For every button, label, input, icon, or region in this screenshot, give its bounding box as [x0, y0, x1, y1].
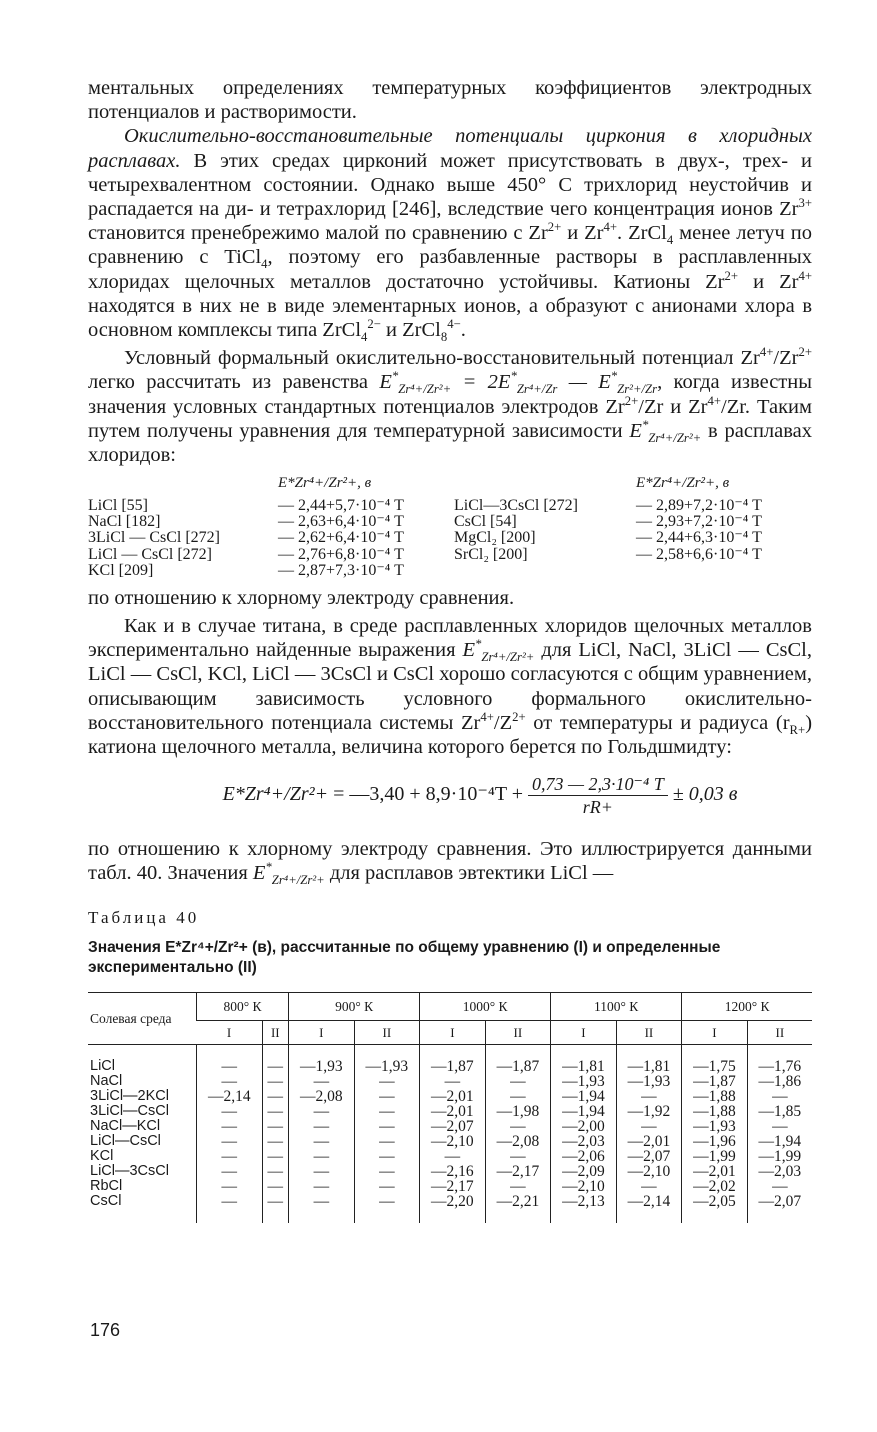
method-header: I: [289, 1020, 355, 1044]
p2-h: находятся в них не в виде элементарных ионов, а образуют с анионами хлора в основном комплексы типа ZrCl: [88, 294, 812, 342]
star: *: [475, 637, 482, 652]
p3-f: в расплавах хлоридов:: [88, 419, 812, 467]
potential-value: —1,94: [551, 1089, 617, 1104]
potential-value: —2,17: [420, 1179, 486, 1194]
potential-value: —1,87: [682, 1074, 748, 1089]
eq-value: — 2,87+7,3·10⁻⁴ T: [278, 562, 404, 580]
potential-value: —2,01: [420, 1104, 486, 1119]
eq-minus: —: [557, 371, 599, 394]
p3-sup: 4+: [759, 345, 774, 360]
potential-value: —: [289, 1119, 355, 1134]
salt-name: 3LiCl—2KCl: [90, 1087, 169, 1104]
p2-sup: 4−: [447, 317, 461, 332]
potential-value: —: [747, 1119, 812, 1134]
formula-lhs: E*Zr⁴+/Zr²+: [222, 783, 329, 806]
potential-value: —1,75: [682, 1044, 748, 1074]
table-row: [88, 1134, 812, 1149]
potential-value: —: [262, 1074, 289, 1089]
star: *: [641, 418, 649, 433]
section-title: Окислительно-восстановительные потенциалы циркония в хлоридных расплавах.: [88, 125, 812, 172]
table-caption: Значения E*Zr⁴+/Zr²+ (в), рассчитанные по общему уравнению (I) и определенные экспериментально (II): [88, 938, 721, 976]
p3-c: , когда известны значения условных стандартных потенциалов электродов Zr: [88, 371, 812, 418]
potential-value: —: [485, 1179, 551, 1194]
potential-value: —: [289, 1104, 355, 1119]
potential-value: —1,93: [289, 1044, 355, 1074]
potential-value: —: [354, 1074, 420, 1089]
potential-value: —: [354, 1134, 420, 1149]
eq-value: — 2,89+7,2·10⁻⁴ T: [636, 496, 762, 514]
star: *: [391, 369, 399, 384]
eq-value: — 2,93+7,2·10⁻⁴ T: [636, 513, 762, 531]
p3-sup: 2+: [798, 345, 812, 360]
potential-value: —: [262, 1089, 289, 1104]
potential-value: —2,10: [551, 1179, 617, 1194]
potential-value: —: [354, 1194, 420, 1223]
p5-c: /Z: [493, 711, 513, 734]
p2-sub: 4: [261, 257, 268, 272]
potential-value: —1,87: [420, 1044, 486, 1074]
salt-name: 3LiCl—CsCl: [90, 1102, 169, 1119]
potential-value: —: [197, 1119, 263, 1134]
p2-sup: 3+: [798, 196, 812, 211]
potential-value: —2,05: [682, 1194, 748, 1223]
eq-salt: [454, 563, 636, 579]
eq-value: — 2,62+6,4·10⁻⁴ T: [278, 529, 404, 547]
temperature-header: 1100° К: [551, 992, 682, 1020]
potential-value: —2,03: [747, 1164, 812, 1179]
potential-value: —2,00: [551, 1119, 617, 1134]
potential-value: —: [354, 1149, 420, 1164]
general-equation: [148, 773, 812, 827]
potential-value: —: [262, 1179, 289, 1194]
table-row: [88, 1179, 812, 1194]
eq-salt: LiCl [55]: [88, 496, 148, 514]
formula-numerator: 0,73 — 2,3·10⁻⁴ T: [528, 773, 668, 796]
potential-value: —: [616, 1119, 682, 1134]
eq-value: — 2,63+6,4·10⁻⁴ T: [278, 513, 404, 531]
potential-value: —: [197, 1104, 263, 1119]
table-row: [88, 1194, 812, 1223]
eq-row: [88, 530, 812, 546]
p2-sub: 4: [666, 233, 674, 248]
potential-value: —2,07: [616, 1149, 682, 1164]
potential-value: —: [289, 1149, 355, 1164]
table-row: [88, 1119, 812, 1134]
couple-sub: Zr⁴+/Zr²+: [398, 382, 452, 397]
couple-sub: Zr⁴+/Zr²+: [271, 873, 325, 888]
star: *: [610, 369, 618, 384]
potential-value: —2,14: [197, 1089, 263, 1104]
eq-mid: = 2: [451, 371, 498, 394]
potential-value: —1,87: [485, 1044, 551, 1074]
method-header: I: [420, 1020, 486, 1044]
eq-salt: 3LiCl — CsCl [272]: [88, 529, 221, 547]
potential-value: —1,93: [682, 1119, 748, 1134]
eq-value: — 2,44+5,7·10⁻⁴ T: [278, 496, 404, 514]
formula-fraction: [528, 773, 668, 818]
paragraph-1-text: ментальных определениях температурных коэффициентов электродных потенциалов и растворимости.: [88, 77, 812, 124]
potential-value: —: [262, 1164, 289, 1179]
eq-row: [88, 498, 812, 514]
potential-value: —: [354, 1164, 420, 1179]
paragraph-2: Окислительно-восстановительные потенциалы циркония в хлоридных расплавах. В этих средах цирконий может присутствовать в двух-, трех- и четырехвалентном состоянии. Однако выше 450° С трихлорид неустойчив и распадается на ди- и тетрахлорид [246], вследствие чего концентрация ионов $Zr^{3+}$ становится пренебрежимо малой по сравнению с $Zr^{2+}$ и $Zr^{4+}$. ZrCl$_4$ менее летуч по сравнению с TiCl$_4$, поэтому его разбавленные растворы в расплавленных хлоридах щелочных металлов достаточно устойчивы. Катионы $Zr^{2+}$ и $Zr^{4+}$ находятся в них не в виде элементарных ионов, а образуют с анионами хлора в основном комплексы типа ZrCl$_4^{2-}$ и ZrCl$_8^{4-}$.: [88, 125, 813, 345]
potential-value: —1,81: [551, 1044, 617, 1074]
potential-value: —: [354, 1179, 420, 1194]
potential-value: —2,03: [551, 1134, 617, 1149]
temperature-header: 1000° К: [420, 992, 551, 1020]
table-row: [88, 1104, 812, 1119]
formula-tail: ± 0,03 в: [667, 783, 738, 806]
potential-value: —: [485, 1119, 551, 1134]
col-salt-header: Солевая среда: [88, 992, 197, 1044]
potential-value: —: [262, 1134, 289, 1149]
salt-name: NaCl: [90, 1072, 123, 1089]
potential-value: —2,08: [485, 1134, 551, 1149]
salt-name: CsCl: [90, 1192, 122, 1209]
eq-salt: CsCl [54]: [454, 513, 517, 531]
eq-salt: MgCl₂ [200]: [454, 529, 536, 547]
potential-value: —2,01: [682, 1164, 748, 1179]
formula-denominator: rR+: [582, 797, 613, 818]
temperature-header: 900° К: [289, 992, 420, 1020]
p3-b: легко рассчитать из равенства: [88, 371, 380, 394]
page-number: 176: [90, 1320, 121, 1340]
potential-value: —2,01: [420, 1089, 486, 1104]
potential-value: —1,88: [682, 1104, 748, 1119]
r-sub: R+: [789, 722, 806, 737]
p3-sup: 4+: [707, 393, 722, 408]
potential-value: —1,96: [682, 1134, 748, 1149]
method-header: II: [485, 1020, 551, 1044]
potential-value: —1,86: [747, 1074, 812, 1089]
p5-d: от температуры и радиуса (r: [525, 711, 790, 734]
potential-value: —: [289, 1134, 355, 1149]
method-header: II: [616, 1020, 682, 1044]
potential-value: —: [197, 1134, 263, 1149]
method-header: II: [262, 1020, 289, 1044]
potential-value: —: [197, 1164, 263, 1179]
temperature-header: 1200° К: [682, 992, 812, 1020]
potential-value: —: [289, 1179, 355, 1194]
paragraph-3: Условный формальный окислительно-восстановительный потенциал $Zr^{4+}/Zr^{2+}$ легко рассчитать из равенства $E^*_{Zr^4+/Zr^2+} = 2E^*_{Zr^4+/Zr}$ — $E^*_{Zr^2+/Zr}$, когда известны значения условных стандартных потенциалов электродов $Zr^{2+}/Zr$ и $Zr^{4+}/Zr$. Таким путем получены уравнения для температурной зависимости $E^*_{Zr^4+/Zr^2+}$ в расплавах хлоридов:: [88, 345, 812, 467]
potential-value: —2,10: [420, 1134, 486, 1149]
potential-value: —1,88: [682, 1089, 748, 1104]
p5-e: ) катиона щелочного металла, величина которого берется по Гольдшмидту:: [88, 711, 813, 758]
salt-name: KCl: [90, 1147, 114, 1164]
potential-value: —: [289, 1074, 355, 1089]
method-header: I: [682, 1020, 748, 1044]
table-row: [88, 1149, 812, 1164]
potential-value: —: [262, 1104, 289, 1119]
potential-value: —2,20: [420, 1194, 486, 1223]
star: *: [510, 369, 517, 384]
potential-value: —1,85: [747, 1104, 812, 1119]
potential-value: —: [485, 1089, 551, 1104]
star: *: [265, 860, 272, 875]
potential-value: —: [197, 1179, 263, 1194]
p2-sub: 4: [361, 330, 368, 345]
potential-value: —2,17: [485, 1164, 551, 1179]
potential-value: —2,08: [289, 1089, 355, 1104]
potential-value: —1,94: [747, 1134, 812, 1149]
p2-sup: 2+: [547, 220, 562, 235]
potential-value: —2,06: [551, 1149, 617, 1164]
couple-sub: Zr⁴+/Zr: [516, 382, 558, 397]
p3-sup: 2+: [624, 393, 639, 408]
potential-value: —: [262, 1149, 289, 1164]
salt-name: LiCl—CsCl: [90, 1132, 161, 1149]
paragraph-4: [88, 586, 812, 610]
table-40: [88, 992, 812, 1223]
potential-value: —: [485, 1149, 551, 1164]
potential-value: —1,93: [551, 1074, 617, 1089]
eq-value: — 2,58+6,6·10⁻⁴ T: [636, 545, 762, 563]
potential-symbol: $E^*_{Zr^4+/Zr^2+}$: [629, 418, 702, 445]
method-header: I: [197, 1020, 263, 1044]
p2-sup: 2−: [367, 317, 381, 332]
potential-value: —1,94: [551, 1104, 617, 1119]
p5-sup: 2+: [512, 709, 526, 724]
p2-sup: 2+: [724, 268, 739, 283]
potential-value: —: [289, 1164, 355, 1179]
p2-f: , поэтому его разбавленные растворы в расплавленных хлоридах щелочных металлов достаточно устойчивы. Катионы Zr: [88, 246, 812, 293]
p2-g: и Zr: [738, 270, 799, 293]
eq-head-left: E*Zr⁴+/Zr²+, в: [278, 475, 372, 492]
p2-i: и ZrCl: [380, 319, 441, 342]
p5-sup: 4+: [480, 709, 494, 724]
temperature-header: 800° К: [197, 992, 289, 1020]
p6-b: для расплавов эвтектики LiCl —: [324, 862, 614, 885]
p5-b: для LiCl, NaCl, 3LiCl — CsCl, LiCl — CsCl, KCl, LiCl — 3CsCl и CsCl хорошо согласуются с общим уравнением, описывающим зависимость условного формального окислительно-восстановительного потенциала системы Zr: [88, 639, 812, 734]
potential-value: —2,10: [616, 1164, 682, 1179]
formula-main: = —3,40 + 8,9·10⁻⁴T +: [328, 783, 528, 806]
eq-salt: LiCl—3CsCl [272]: [454, 496, 579, 514]
p2-sub: 8: [440, 330, 448, 345]
salt-name: NaCl—KCl: [90, 1117, 161, 1134]
table-row: [88, 1074, 812, 1089]
potential-value: —: [616, 1089, 682, 1104]
potential-value: —: [197, 1194, 263, 1223]
potential-value: —: [420, 1074, 486, 1089]
potential-value: —: [485, 1074, 551, 1089]
potential-value: —: [747, 1179, 812, 1194]
p2-sup: 4+: [798, 268, 812, 283]
potential-value: —: [289, 1194, 355, 1223]
p2-d: . ZrCl: [617, 222, 667, 245]
table-row: [88, 1089, 812, 1104]
couple-sub: Zr⁴+/Zr²+: [648, 430, 702, 445]
potential-value: —2,13: [551, 1194, 617, 1223]
eq-value: [636, 563, 812, 579]
p6-a: по отношению к хлорному электроду сравнения. Это иллюстрируется данными табл. 40. Значения: [88, 838, 812, 885]
method-header: I: [551, 1020, 617, 1044]
eq-salt: LiCl — CsCl [272]: [88, 545, 213, 563]
potential-value: —1,93: [354, 1044, 420, 1074]
potential-symbol: $E^*_{Zr^4+/Zr^2+}$: [462, 637, 535, 665]
eq-value: — 2,76+6,8·10⁻⁴ T: [278, 545, 404, 563]
potential-value: —: [616, 1179, 682, 1194]
eq-row: [88, 563, 812, 579]
table-label: Таблица 40: [88, 907, 200, 927]
salt-name: LiCl: [90, 1057, 115, 1074]
couple-sub: Zr²+/Zr: [617, 382, 658, 397]
potential-value: —: [197, 1044, 263, 1074]
potential-value: —2,16: [420, 1164, 486, 1179]
p2-sup: 4+: [603, 220, 618, 235]
paragraph-1: [88, 76, 812, 124]
potential-value: —: [197, 1074, 263, 1089]
potential-value: —: [354, 1119, 420, 1134]
potential-value: —: [420, 1149, 486, 1164]
p2-c: и Zr: [561, 222, 604, 245]
paragraph-6: [88, 837, 812, 888]
potential-symbol: $E^*_{Zr^4+/Zr^2+}$: [252, 860, 325, 888]
eq-salt: KCl [209]: [88, 562, 154, 580]
potential-value: —2,09: [551, 1164, 617, 1179]
potential-value: —2,01: [616, 1134, 682, 1149]
page-body: [88, 76, 812, 1223]
potential-value: —1,76: [747, 1044, 812, 1074]
potential-value: —2,07: [420, 1119, 486, 1134]
potential-value: —1,99: [747, 1149, 812, 1164]
paragraph-5: [88, 614, 812, 759]
potential-value: —2,14: [616, 1194, 682, 1223]
p2-b: становится пренебрежимо малой по сравнению с Zr: [88, 222, 548, 245]
potential-value: —: [262, 1194, 289, 1223]
potential-value: —: [197, 1149, 263, 1164]
p5-a: Как и в случае титана, в среде расплавленных хлоридов щелочных металлов экспериментально найденные выражения: [88, 614, 812, 662]
potential-value: —2,21: [485, 1194, 551, 1223]
salt-name: RbCl: [90, 1177, 123, 1194]
potential-value: —2,07: [747, 1194, 812, 1223]
eq-salt: SrCl₂ [200]: [454, 545, 528, 563]
potential-value: —1,81: [616, 1044, 682, 1074]
salt-name: LiCl—3CsCl: [90, 1162, 169, 1179]
eq-row: [88, 547, 812, 563]
eq-head-right: E*Zr⁴+/Zr²+, в: [636, 475, 730, 492]
p2-a: В этих средах цирконий может присутствовать в двух-, трех- и четырехвалентном состоянии. Однако выше 450° С трихлорид неустойчив и распадается на ди- и тетрахлорид [246], вследствие чего концентрация ионов Zr: [88, 149, 812, 221]
temperature-equations-table: [88, 475, 812, 579]
p4-text: по отношению к хлорному электроду сравнения.: [88, 586, 515, 609]
equation-inline: $E^*_{Zr^4+/Zr^2+} = 2E^*_{Zr^4+/Zr}$ — $E^*_{Zr^2+/Zr}$: [379, 369, 658, 397]
eq-row: [88, 514, 812, 530]
potential-value: —: [262, 1119, 289, 1134]
eq-value: — 2,44+6,3·10⁻⁴ T: [636, 529, 762, 547]
table-row: [88, 1164, 812, 1179]
p2-e: менее летуч по сравнению с TiCl: [88, 222, 813, 269]
p3-e: /Zr. Таким путем получены уравнения для температурной зависимости: [88, 395, 812, 442]
p3-d: /Zr и Zr: [638, 395, 708, 418]
potential-value: —: [747, 1089, 812, 1104]
p3-a: Условный формальный окислительно-восстановительный потенциал Zr: [124, 347, 760, 370]
potential-value: —: [354, 1104, 420, 1119]
potential-value: —: [262, 1044, 289, 1074]
couple-sub: Zr⁴+/Zr²+: [481, 650, 535, 665]
eq-salt: NaCl [182]: [88, 513, 161, 531]
table-row: [88, 1044, 812, 1074]
potential-value: —1,99: [682, 1149, 748, 1164]
potential-value: —1,93: [616, 1074, 682, 1089]
method-header: II: [354, 1020, 420, 1044]
potential-value: —1,92: [616, 1104, 682, 1119]
potential-value: —1,98: [485, 1104, 551, 1119]
potential-value: —2,02: [682, 1179, 748, 1194]
potential-value: —: [354, 1089, 420, 1104]
method-header: II: [747, 1020, 812, 1044]
